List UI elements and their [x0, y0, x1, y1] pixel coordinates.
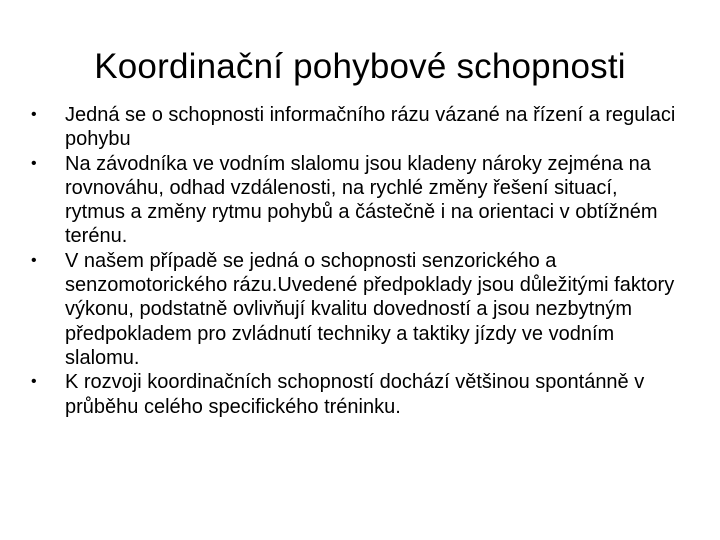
bullet-item-4: [30, 370, 680, 419]
bullet-dot-icon: •: [31, 106, 37, 123]
bullet-item-2: [30, 152, 680, 249]
bullet-dot-icon: •: [31, 373, 37, 391]
bullet-text-2: Na závodníka ve vodním slalomu jsou kladeny nároky zejména na rovnováhu, odhad vzdálenosti, na rychlé změny řešení situací, rytmus a změny rytmu pohybů a částečně i na orientaci v obtížném terénu.: [65, 152, 658, 248]
bullet-dot-icon: •: [31, 251, 37, 269]
bullet-item-3: [30, 249, 680, 370]
bullet-text-1: Jedná se o schopnosti informačního rázu vázané na řízení a regulaci pohybu: [65, 104, 676, 151]
slide-title: Koordinační pohybové schopnosti: [94, 47, 626, 86]
bullet-text-3: V našem případě se jedná o schopnosti senzorického a senzomotorického rázu.Uvedené předpoklady jsou důležitými faktory výkonu, podstatně ovlivňují kvalitu dovedností a jsou nezbytným předpokladem pro zvládnutí techniky a taktiky jízdy ve vodním slalomu.: [65, 249, 675, 369]
bullet-list: [30, 103, 680, 419]
bullet-item-1: [30, 103, 680, 152]
bullet-dot-icon: •: [31, 154, 37, 172]
bullet-text-4: K rozvoji koordinačních schopností dochází většinou spontánně v průběhu celého specifického tréninku.: [65, 371, 645, 418]
